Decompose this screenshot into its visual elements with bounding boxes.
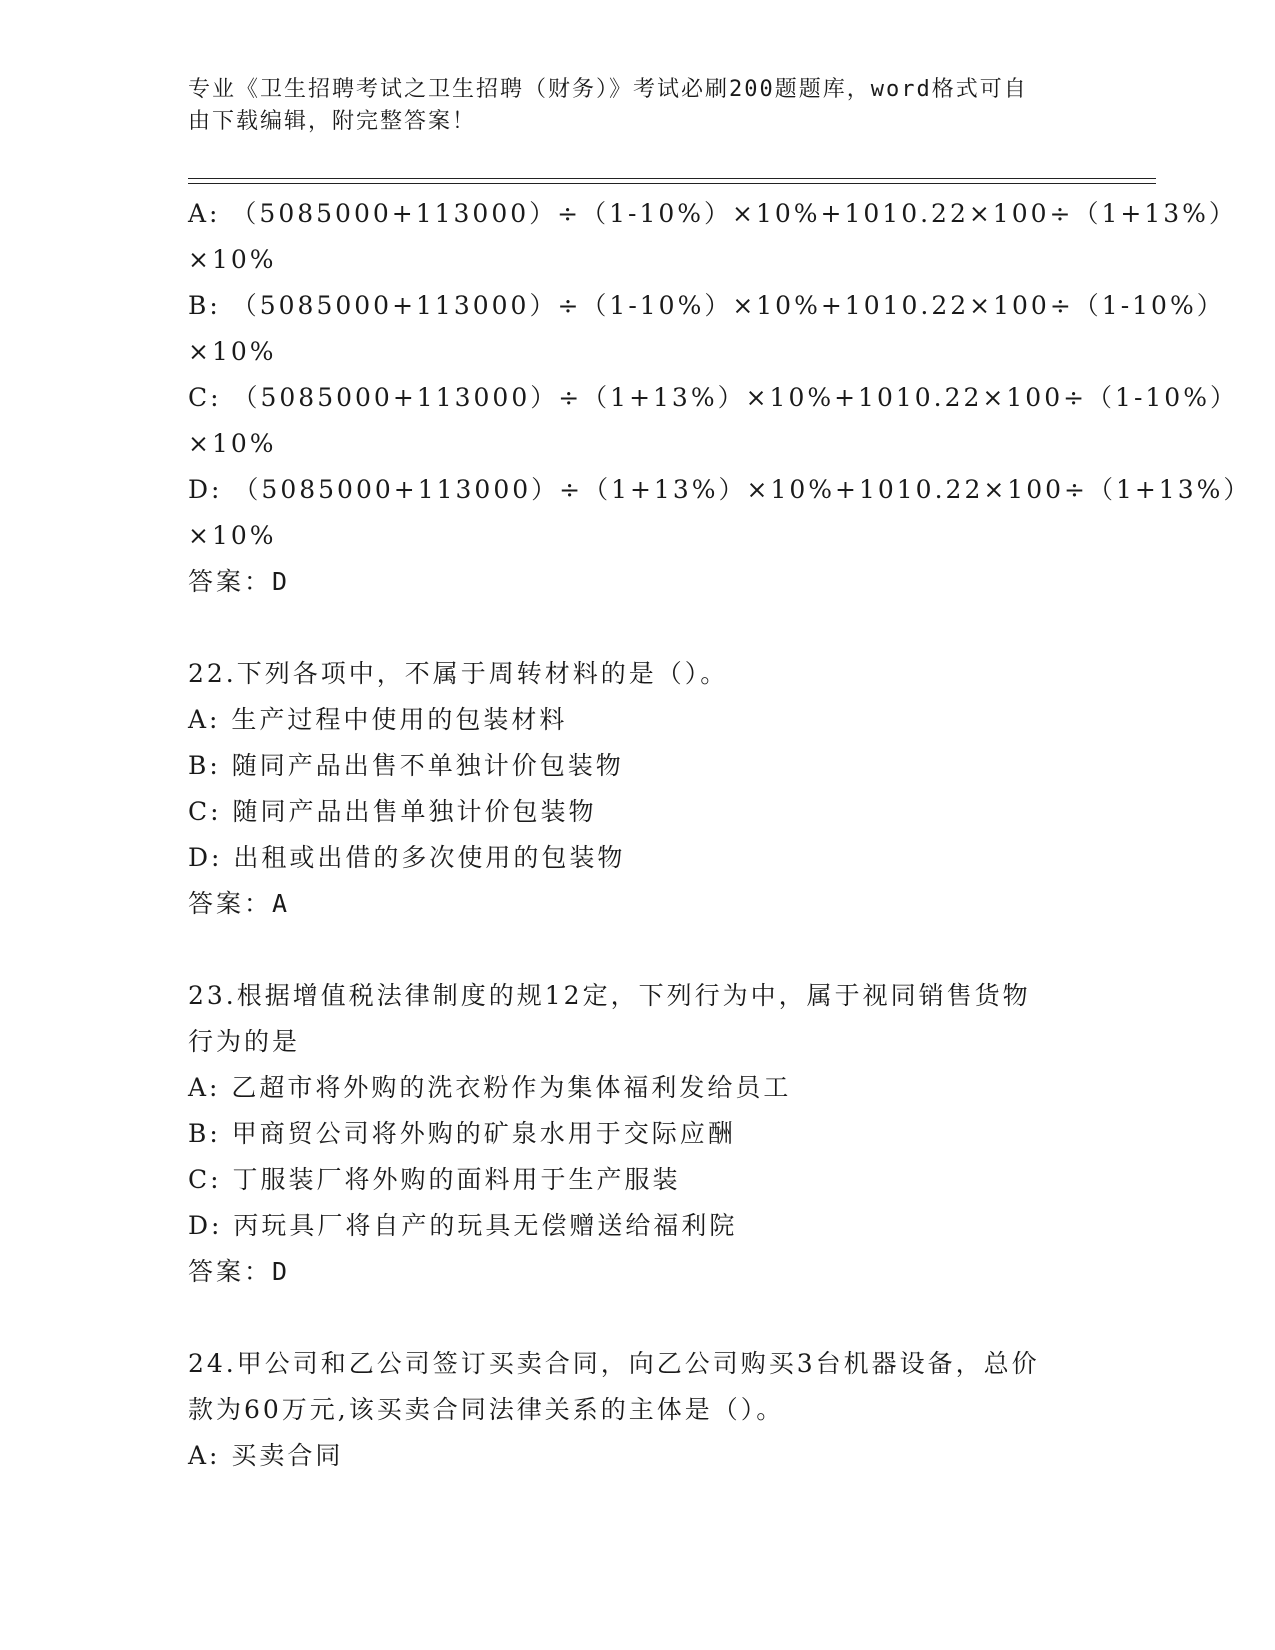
question-23	[188, 973, 1078, 1295]
q22-option-b: B: 随同产品出售不单独计价包装物	[188, 751, 624, 780]
header-divider-top	[188, 178, 1156, 179]
q22-answer: 答案：A	[188, 889, 291, 918]
q21-option-d-cont: ×10%	[188, 521, 277, 550]
document-body	[188, 191, 1252, 1479]
spacer	[188, 1295, 1078, 1341]
header-divider-bottom	[188, 183, 1156, 184]
q24-title: 24.甲公司和乙公司签订买卖合同，向乙公司购买3台机器设备，总价	[188, 1349, 1040, 1378]
q23-option-c: C: 丁服装厂将外购的面料用于生产服装	[188, 1165, 681, 1194]
spacer	[188, 927, 1078, 973]
q21-answer: 答案：D	[188, 567, 291, 596]
q21-option-a: A: （5085000+113000）÷（1-10%）×10%+1010.22×100÷（1+13%）	[188, 199, 1237, 228]
q23-option-d: D: 丙玩具厂将自产的玩具无偿赠送给福利院	[188, 1211, 738, 1240]
header-line-1: 专业《卫生招聘考试之卫生招聘（财务）》考试必刷200题题库，word格式可自	[188, 77, 1028, 102]
q24-option-a: A: 买卖合同	[188, 1441, 344, 1470]
q22-option-c: C: 随同产品出售单独计价包装物	[188, 797, 597, 826]
q23-title: 23.根据增值税法律制度的规12定，下列行为中，属于视同销售货物	[188, 981, 1031, 1010]
q22-title: 22.下列各项中，不属于周转材料的是（）。	[188, 659, 729, 688]
q22-option-d: D: 出租或出借的多次使用的包装物	[188, 843, 626, 872]
q21-option-b-cont: ×10%	[188, 337, 277, 366]
q21-option-a-cont: ×10%	[188, 245, 277, 274]
question-24	[188, 1341, 1078, 1479]
q23-option-b: B: 甲商贸公司将外购的矿泉水用于交际应酬	[188, 1119, 736, 1148]
q23-option-a: A: 乙超市将外购的洗衣粉作为集体福利发给员工	[188, 1073, 792, 1102]
spacer	[188, 605, 1078, 651]
q21-option-c: C: （5085000+113000）÷（1+13%）×10%+1010.22×100÷（1-10%）	[188, 383, 1238, 412]
question-22	[188, 651, 1078, 927]
q24-title-cont: 款为60万元,该买卖合同法律关系的主体是（）。	[188, 1395, 785, 1424]
q21-option-c-cont: ×10%	[188, 429, 277, 458]
q21-option-b: B: （5085000+113000）÷（1-10%）×10%+1010.22×100÷（1-10%）	[188, 291, 1225, 320]
q23-answer: 答案：D	[188, 1257, 291, 1286]
q21-option-d: D: （5085000+113000）÷（1+13%）×10%+1010.22×100÷（1+13%）	[188, 475, 1252, 504]
question-21	[188, 191, 1252, 605]
document-header	[188, 74, 1078, 138]
q22-option-a: A: 生产过程中使用的包装材料	[188, 705, 568, 734]
header-line-2: 由下载编辑，附完整答案！	[188, 109, 477, 134]
q23-title-cont: 行为的是	[188, 1027, 301, 1056]
